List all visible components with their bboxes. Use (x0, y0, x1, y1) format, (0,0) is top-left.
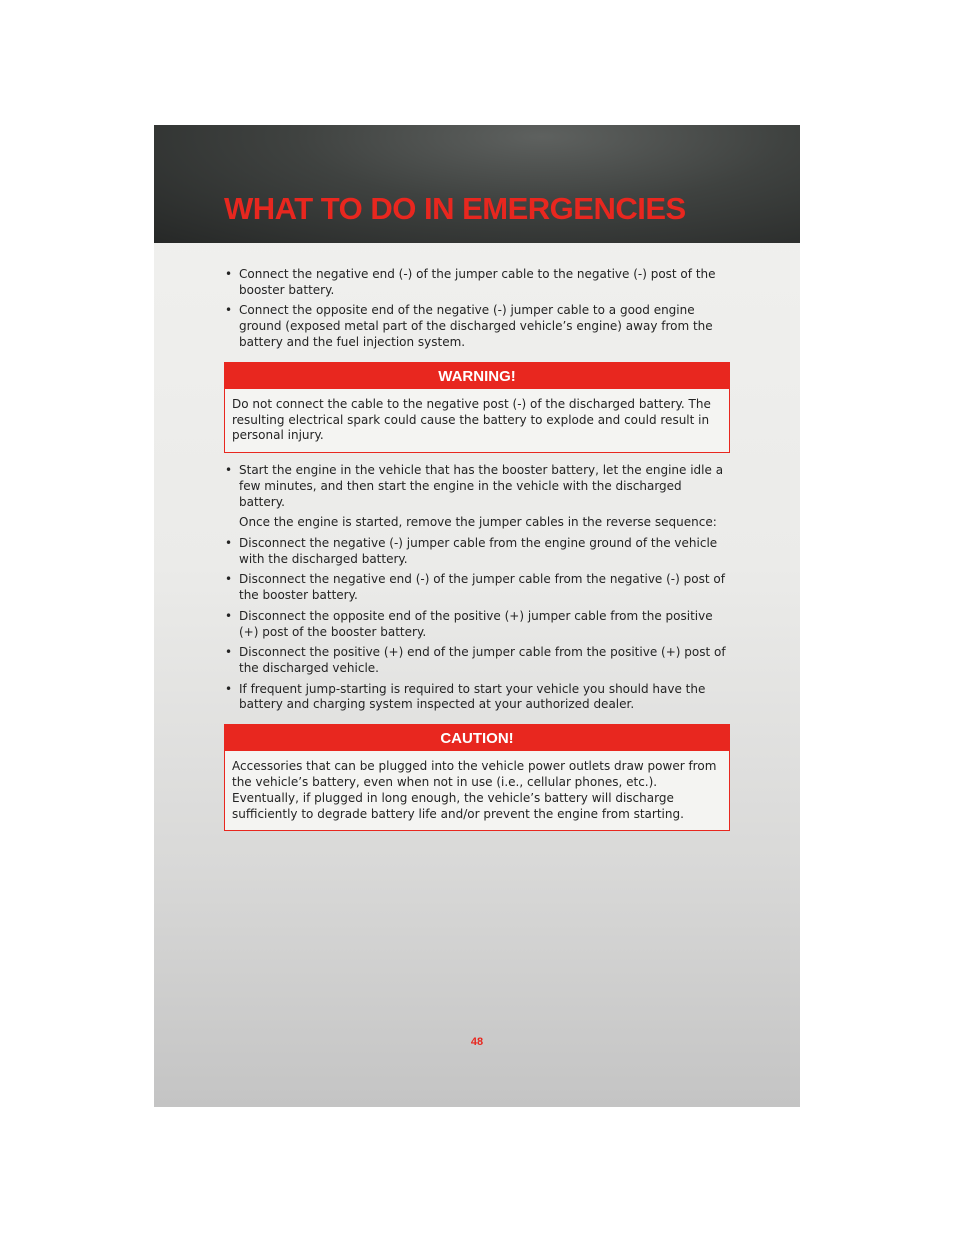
list-item: • Disconnect the negative (-) jumper cable from the engine ground of the vehicle with the discharged battery. (224, 536, 730, 568)
list-item: • Disconnect the opposite end of the positive (+) jumper cable from the positive (+) post of the booster battery. (224, 609, 730, 641)
section-header (154, 125, 800, 243)
page-number: 48 (470, 1036, 484, 1048)
caution-title: CAUTION! (225, 725, 729, 751)
list-item: • Disconnect the positive (+) end of the jumper cable from the positive (+) post of the discharged vehicle. (224, 645, 730, 677)
page-content (224, 267, 730, 841)
start-steps-list (224, 463, 730, 510)
warning-text: Do not connect the cable to the negative post (-) of the discharged battery. The resulting electrical spark could cause the battery to explode and could result in personal injury. (232, 396, 711, 443)
disconnect-steps-list (224, 536, 730, 713)
warning-box (224, 362, 730, 453)
warning-title: WARNING! (225, 363, 729, 389)
caution-text: Accessories that can be plugged into the vehicle power outlets draw power from the vehicle’s battery, even when not in use (i.e., cellular phones, etc.). Eventually, if plugged in long enough, the vehicle’s battery will discharge sufficiently to degrade battery life and/or prevent the engine from starting. (232, 759, 717, 821)
list-item: • If frequent jump-starting is required to start your vehicle you should have the battery and charging system inspected at your authorized dealer. (224, 682, 730, 714)
list-item: • Disconnect the negative end (-) of the jumper cable from the negative (-) post of the booster battery. (224, 572, 730, 604)
caution-box (224, 724, 730, 831)
manual-page (154, 125, 800, 1107)
connection-steps-list (224, 267, 730, 351)
list-item: • Connect the negative end (-) of the jumper cable to the negative (-) post of the booster battery. (224, 267, 730, 299)
list-item: • Connect the opposite end of the negative (-) jumper cable to a good engine ground (exposed metal part of the discharged vehicle’s engine) away from the battery and the fuel injection system. (224, 303, 730, 350)
reverse-sequence-note: Once the engine is started, remove the jumper cables in the reverse sequence: (239, 515, 717, 530)
page-title: WHAT TO DO IN EMERGENCIES (224, 191, 686, 226)
list-item: • Start the engine in the vehicle that has the booster battery, let the engine idle a few minutes, and then start the engine in the vehicle with the discharged battery. (224, 463, 730, 510)
